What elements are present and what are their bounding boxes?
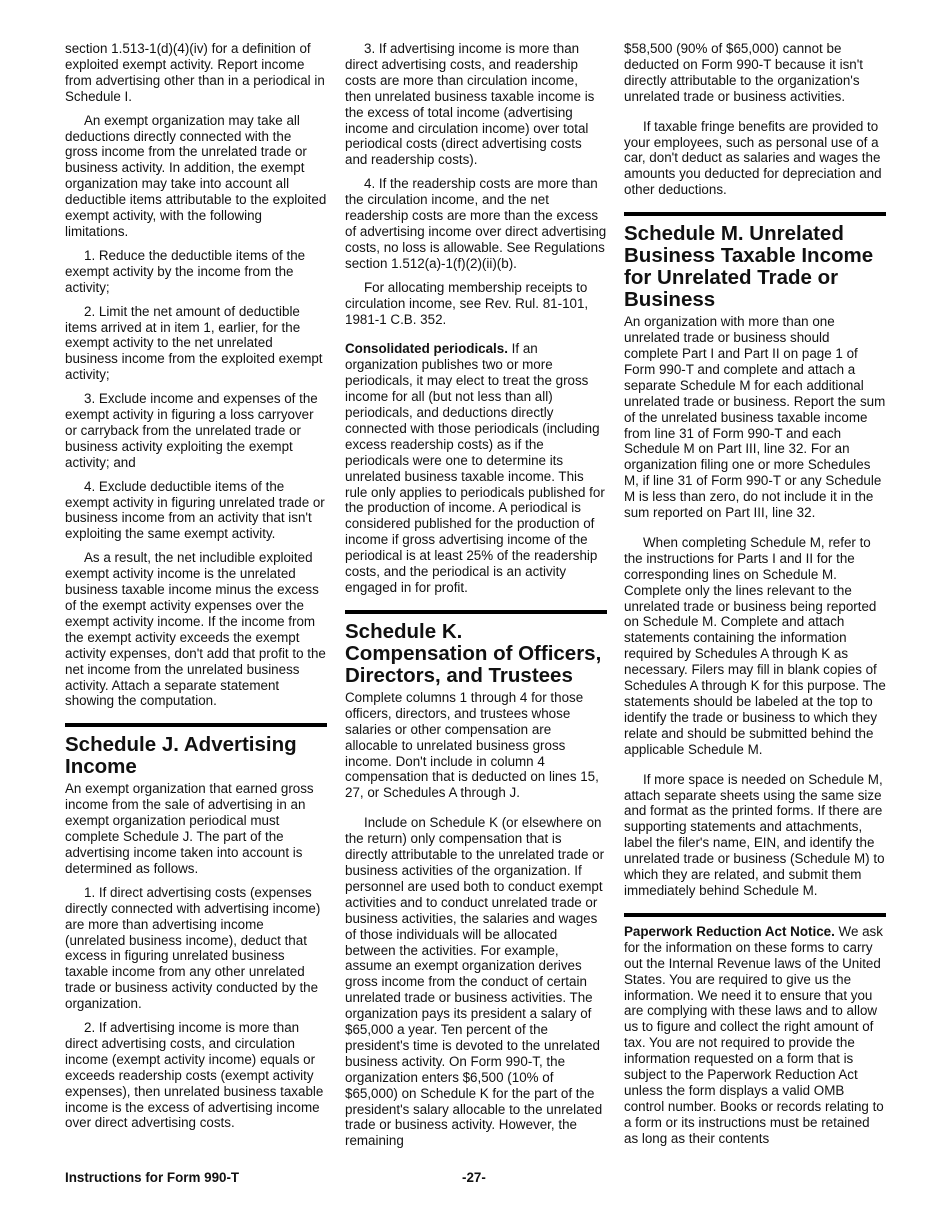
paragraph: Include on Schedule K (or elsewhere on the return) only compensation that is directly attributable to the unrelated trade or business activities of the organization. If personnel are used both to conduct exempt activities and to conduct unrelated trade or business activities, the salaries and wages of those individuals will be allocated between the activities. For example, assume an exempt organization derives gross income from the conduct of certain unrelated trade or business activities. The organization pays its president a salary of $65,000 a year. Ten percent of the president's time is devoted to the unrelated business activity. On Form 990-T, the organization enters $6,500 (10% of $65,000) on Schedule K for the part of the president's salary allocable to the unrelated trade or business activity. However, the remaining: [345, 815, 605, 1149]
list-item: 2. Limit the net amount of deductible items arrived at in item 1, earlier, for the exempt activity to the net unrelated business income from the exploited exempt activity;: [65, 303, 323, 383]
column-3: [624, 41, 886, 1155]
section-divider: [345, 610, 607, 614]
list-item: 1. Reduce the deductible items of the exempt activity by the income from the activity;: [65, 247, 306, 295]
paragraph-consolidated-periodicals: [345, 341, 607, 596]
list-item: 3. Exclude income and expenses of the exempt activity in figuring a loss carryover or carryback from the unrelated trade or business activity exploiting the exempt activity; and: [65, 391, 318, 470]
list-item: 4. Exclude deductible items of the exempt activity in figuring unrelated trade or business income from an activity that isn't exploiting the same exempt activity.: [65, 478, 325, 542]
paragraph: If taxable fringe benefits are provided to your employees, such as personal use of a car, don't deduct as salaries and wages the amounts you deducted for depreciation and other deductions.: [624, 118, 882, 198]
paragraph: Complete columns 1 through 4 for those officers, directors, and trustees whose salaries or other compensation are allocable to unrelated business gross income. Don't include in column 4 compensation that is deducted on lines 15, 27, or Schedules A through J.: [345, 689, 599, 801]
paragraph: section 1.513-1(d)(4)(iv) for a definition of exploited exempt activity. Report income from advertising other than in a periodical in Schedule I.: [65, 41, 325, 104]
heading-schedule-k: Schedule K. Compensation of Officers, Directors, and Trustees: [345, 619, 602, 687]
heading-schedule-j: Schedule J. Advertising Income: [65, 733, 297, 779]
paragraph: As a result, the net includible exploited exempt activity income is the unrelated business taxable income minus the excess of the exempt activity expenses over the exempt activity income. If the income from the exempt activity exceeds the exempt activity expenses, don't add that profit to the net income from the unrelated business activity. Attach a separate statement showing the computation.: [65, 550, 326, 709]
page-number: -27-: [462, 1170, 486, 1185]
paragraph: An exempt organization may take all deductions directly connected with the gross income from the unrelated trade or business activity. In addition, the exempt organization may take into account all deductible items attributable to the exploited exempt activity, with the following limitations.: [65, 112, 327, 239]
paragraph: $58,500 (90% of $65,000) cannot be deducted on Form 990-T because it isn't directly attributable to the organization's unrelated trade or business activities.: [624, 41, 864, 104]
heading-schedule-m: Schedule M. Unrelated Business Taxable Income for Unrelated Trade or Business: [624, 222, 874, 312]
paragraph-text: If an organization publishes two or more periodicals, it may elect to treat the gross income for all (but not less than all) periodicals, and deductions directly connected with those periodicals (including excess readership costs) as if the periodicals were one to determine its unrelated business taxable income. This rule only applies to periodicals published for the production of income. A periodical is considered published for the production of income if gross advertising income of the periodical is at least 25% of the readership costs, and the periodical is an activity engaged in for profit.: [345, 341, 605, 595]
column-2: [345, 41, 607, 1157]
paragraph: An organization with more than one unrelated trade or business should complete Part I and Part II on page 1 of Form 990-T and complete and attach a separate Schedule M for each additional unrelated trade or business. Report the sum of the unrelated business taxable income from line 31 of Form 990-T and each Schedule M on Part III, line 32. For an organization filing one or more Schedules M, if line 31 of Form 990-T or any Schedule M is less than zero, do not include it in the sum reported on Part III, line 32.: [624, 314, 886, 521]
column-1: [65, 41, 327, 1139]
list-item: 2. If advertising income is more than direct advertising costs, and circulation income (exempt activity income) equals or exceeds readership costs (exempt activity expenses), then unrelated business taxable income is the excess of advertising income over direct advertising costs.: [65, 1020, 324, 1131]
paragraph: For allocating membership receipts to circulation income, see Rev. Rul. 81-101, 1981-1 C.B. 352.: [345, 279, 589, 327]
run-in-heading: Consolidated periodicals.: [345, 341, 508, 357]
section-divider: [624, 212, 886, 216]
footer-form-title: Instructions for Form 990-T: [65, 1170, 240, 1185]
section-divider: [624, 913, 886, 917]
paragraph-text: We ask for the information on these forms to carry out the Internal Revenue laws of the United States. You are required to give us the information. We need it to ensure that you are complying with these laws and to allow us to figure and collect the right amount of tax. You are not required to provide the information requested on a form that is subject to the Paperwork Reduction Act unless the form displays a valid OMB control number. Books or records relating to a form or its instructions must be retained as long as their contents: [624, 923, 884, 1146]
paragraph: An exempt organization that earned gross income from the sale of advertising in an exempt organization periodical must complete Schedule J. The part of the advertising income taken into account is determined as follows.: [65, 781, 314, 876]
run-in-heading: Paperwork Reduction Act Notice.: [624, 923, 835, 939]
paragraph: If more space is needed on Schedule M, attach separate sheets using the same size and format as the printed forms. If there are supporting statements and attachments, label the filer's name, EIN, and identify the unrelated trade or business (Schedule M) to which they are related, and submit them immediately behind Schedule M.: [624, 771, 885, 898]
list-item: 4. If the readership costs are more than the circulation income, and the net readership costs are more than the excess of advertising income over direct advertising costs, no loss is allowable. See Regulations section 1.512(a)-1(f)(2)(ii)(b).: [345, 176, 607, 271]
paragraph: When completing Schedule M, refer to the instructions for Parts I and II for the corresponding lines on Schedule M. Complete only the lines relevant to the unrelated trade or business being reported on Schedule M. Complete and attach statements containing the information required by Schedules A through K as necessary. Filers may fill in blank copies of Schedules A through K for this purpose. The statements should be labeled at the top to identify the trade or business to which they relate and should be submitted behind the applicable Schedule M.: [624, 534, 886, 757]
paragraph-paperwork-notice: [624, 924, 886, 1147]
list-item: 1. If direct advertising costs (expenses directly connected with advertising income) are more than advertising income (unrelated business income), deduct that excess in figuring unrelated business taxable income from any other unrelated trade or business activity conducted by the organization.: [65, 884, 321, 1012]
section-divider: [65, 723, 327, 727]
list-item: 3. If advertising income is more than direct advertising costs, and readership costs are more than circulation income, then unrelated business taxable income is the excess of total income (advertising income and circulation income) over total periodical costs (direct advertising costs and readership costs).: [345, 41, 595, 168]
